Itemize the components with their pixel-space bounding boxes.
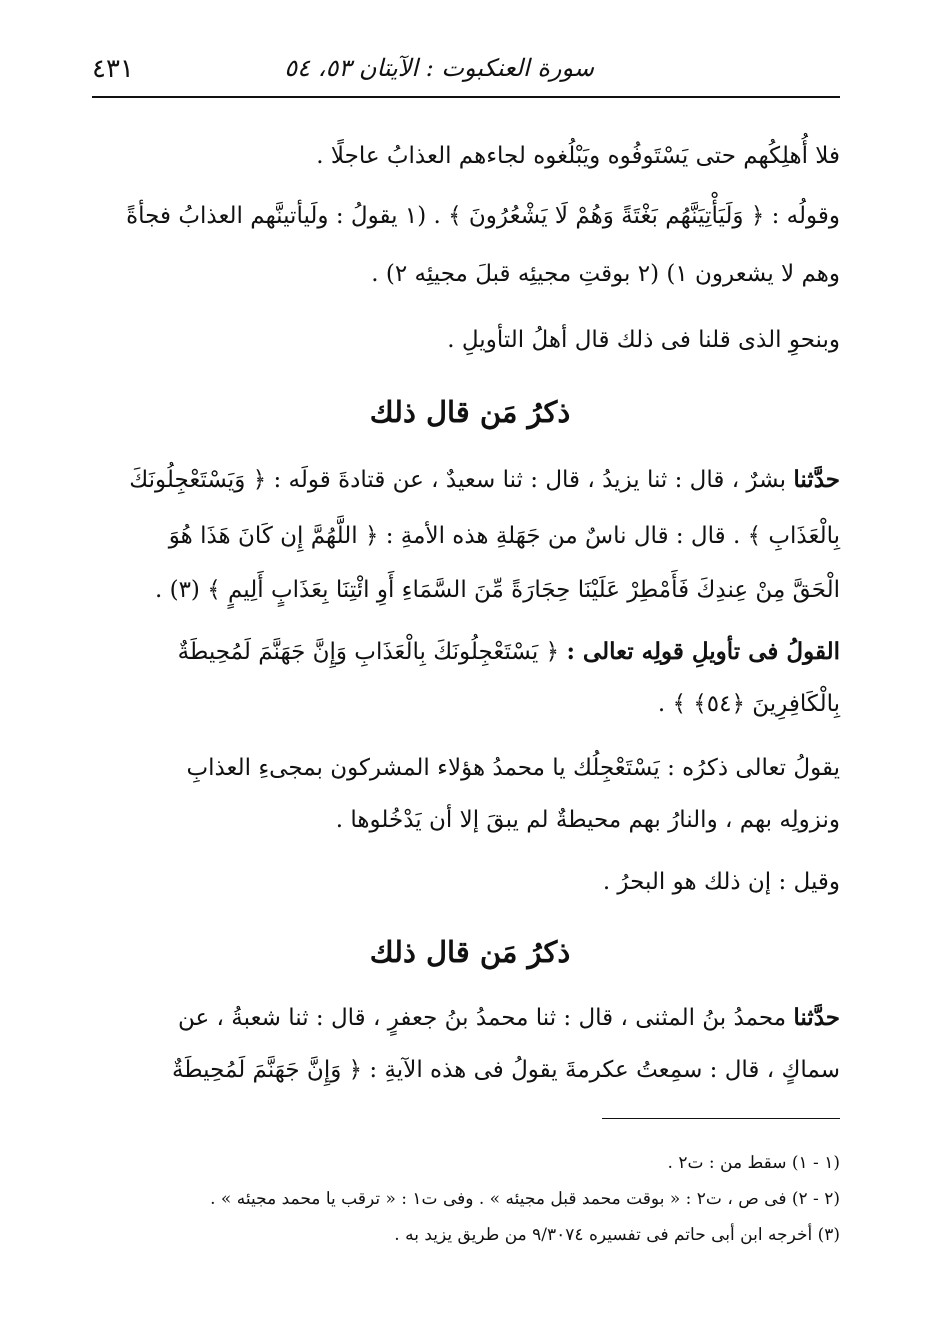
text-line: يقولُ تعالى ذكرُه : يَسْتَعْجِلُك يا محمدُ هؤلاء المشركون بمجىءِ العذابِ [186, 755, 840, 781]
text-line: وبنحوِ الذى قلنا فى ذلك قال أهلُ التأويلِ . [447, 327, 840, 353]
text-line [120, 460, 840, 500]
section-heading: ذكرُ مَن قال ذلك [369, 935, 571, 969]
running-header [92, 48, 840, 92]
text-span: محمدُ بنُ المثنى ، قال : ثنا محمدُ بنُ جعفرٍ ، قال : ثنا شعبةُ ، عن [178, 1005, 794, 1031]
section-heading: ذكرُ مَن قال ذلك [369, 395, 571, 429]
text-line: الْحَقَّ مِنْ عِندِكَ فَأَمْطِرْ عَلَيْنَا حِجَارَةً مِّنَ السَّمَاءِ أَوِ ائْتِنَا بِعَذَابٍ أَلِيمٍ ﴾ (٣) . [154, 577, 840, 603]
footnote-rule [602, 1118, 840, 1119]
page-number: ٤٣١ [92, 54, 134, 84]
text-line: سماكٍ ، قال : سمِعتُ عكرمةَ يقولُ فى هذه الآيةِ : ﴿ وَإِنَّ جَهَنَّمَ لَمُحِيطَةٌ [171, 1057, 840, 1083]
header-rule [92, 96, 840, 98]
tafsir-heading: القولُ فى تأويلِ قولِه تعالى : [566, 638, 840, 665]
footnote: (٣) أخرجه ابن أبى حاتم فى تفسيره ٩/٣٠٧٤ من طريق يزيد به . [394, 1225, 840, 1245]
footnote: (٢ - ٢) فى ص ، ت٢ : « بوقت محمد قبل مجيئه » . وفى ت١ : « ترقب يا محمد مجيئه » . [210, 1189, 840, 1209]
text-line: وهم لا يشعرون ١) (٢ بوقتِ مجيئِه قبلَ مجيئِه ٢) . [371, 261, 840, 287]
running-title: سورة العنكبوت : الآيتان ٥٣، ٥٤ [284, 54, 594, 82]
text-line: فلا أُهلِكُهم حتى يَسْتَوفُوه ويَبْلُغوه لجاءهم العذابُ عاجلًا . [316, 143, 840, 169]
text-line [120, 632, 840, 672]
text-line: بِالْعَذَابِ ﴾ . قال : قال ناسٌ من جَهَلةِ هذه الأمةِ : ﴿ اللَّهُمَّ إِن كَانَ هَذَا هُوَ [168, 523, 840, 549]
text-span: بشرٌ ، قال : ثنا يزيدُ ، قال : ثنا سعيدٌ ، عن قتادةَ قولَه : ﴿ وَيَسْتَعْجِلُونَكَ [129, 467, 794, 493]
text-line: ونزولِه بهم ، والنارُ بهم محيطةٌ لم يبقَ إلا أن يَدْخُلوها . [335, 807, 840, 833]
text-line: بِالْكَافِرِينَ ﴿٥٤﴾ ﴾ . [657, 691, 840, 717]
footnote: (١ - ١) سقط من : ت٢ . [667, 1153, 840, 1173]
text-line: وقيل : إن ذلك هو البحرُ . [602, 869, 840, 895]
hadith-opening: حدَّثنا [793, 466, 840, 493]
verse-text: ﴿ يَسْتَعْجِلُونَكَ بِالْعَذَابِ وَإِنَّ جَهَنَّمَ لَمُحِيطَةٌ [177, 639, 567, 665]
hadith-opening: حدَّثنا [793, 1004, 840, 1031]
text-line [120, 998, 840, 1038]
text-line: وقولُه : ﴿ وَلَيَأْتِيَنَّهُم بَغْتَةً وَهُمْ لَا يَشْعُرُونَ ﴾ . (١ يقولُ : ولَيأتينَّهم العذابُ فجأةً [126, 203, 840, 229]
